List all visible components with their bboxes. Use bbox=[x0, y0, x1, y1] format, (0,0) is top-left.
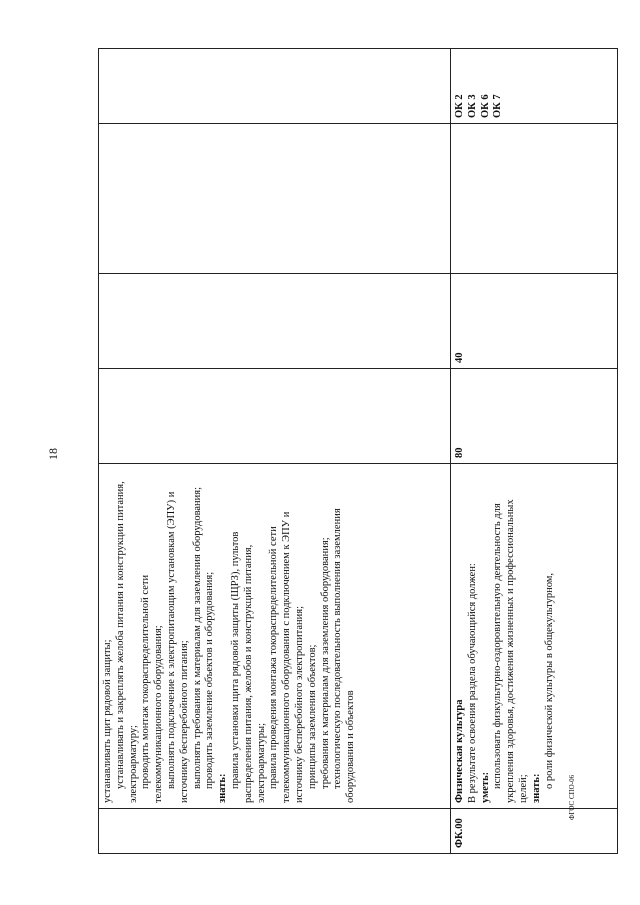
know-label: знать: bbox=[530, 773, 542, 803]
text-line: проводить монтаж токораспределительной сети телекоммуникационного оборудования; bbox=[140, 574, 165, 803]
text-line: правила проведения монтажа токораспределительной сети телекоммуникационного оборудования с подключением к ЭПУ и источнику бесперебойного электропитания; bbox=[268, 511, 305, 803]
table-row-fk bbox=[451, 49, 618, 854]
text-line: использовать физкультурно-оздоровительную деятельность для укрепления здоровья, достижения жизненных и профессиональных целей; bbox=[492, 499, 529, 803]
fk-text-cell bbox=[451, 464, 618, 809]
text-line: проводить заземление объектов и оборудования; bbox=[204, 571, 216, 789]
page-number: 18 bbox=[46, 448, 60, 460]
text-line: принципы заземления объектов; bbox=[306, 644, 318, 789]
fk-title: Физическая культура bbox=[454, 699, 465, 803]
text-line: выполнять подключение к электропитающим установкам (ЭПУ) и источнику бесперебойного питания; bbox=[165, 491, 190, 803]
competence-text-cell bbox=[99, 464, 451, 809]
standards-table-sheet bbox=[98, 49, 618, 854]
text-line: устанавливать щит рядовой защиты; bbox=[102, 639, 113, 803]
text-line: о роли физической культуры в общекультурном, bbox=[543, 572, 555, 789]
text-line: технологическую последовательность выполнения заземления оборудования и объектов bbox=[332, 508, 357, 803]
text-line: выполнять требования к материалам для заземления оборудования; bbox=[191, 486, 203, 789]
table-row-continuation bbox=[99, 49, 451, 854]
competency-code: ОК 6 bbox=[479, 94, 491, 118]
competency-code: ОК 7 bbox=[492, 94, 504, 118]
code-cell-empty bbox=[99, 809, 451, 854]
standards-table bbox=[98, 48, 618, 854]
text-line: правила установки щита рядовой защиты (ЩРЗ), пультов распределения питания, желобов и конструкций питания, электроарматуры; bbox=[229, 531, 267, 803]
competency-code: ОК 2 bbox=[454, 94, 465, 118]
know-label: знать: bbox=[217, 773, 229, 803]
max-load-cell-empty bbox=[99, 369, 451, 464]
fk-code-cell: ФК.00 bbox=[451, 809, 618, 854]
fk-intro: В результате освоения раздела обучающийся должен: bbox=[466, 563, 478, 803]
discipline-cell bbox=[451, 124, 618, 274]
classroom-hours-cell: 40 bbox=[451, 274, 618, 369]
text-line: устанавливать и закреплять желоба питания и конструкции питания, электроарматуру; bbox=[114, 481, 139, 803]
max-load-cell: 80 bbox=[451, 369, 618, 464]
text-line: требования к материалам для заземления оборудования; bbox=[319, 537, 331, 789]
competency-cell bbox=[451, 49, 618, 124]
can-label: уметь: bbox=[479, 771, 491, 803]
competency-code: ОК 3 bbox=[466, 94, 478, 118]
classroom-cell-empty bbox=[99, 274, 451, 369]
footer-standard-code: ФГОС СПО-06 bbox=[568, 774, 576, 820]
competency-cell-empty bbox=[99, 49, 451, 124]
discipline-cell-empty bbox=[99, 124, 451, 274]
